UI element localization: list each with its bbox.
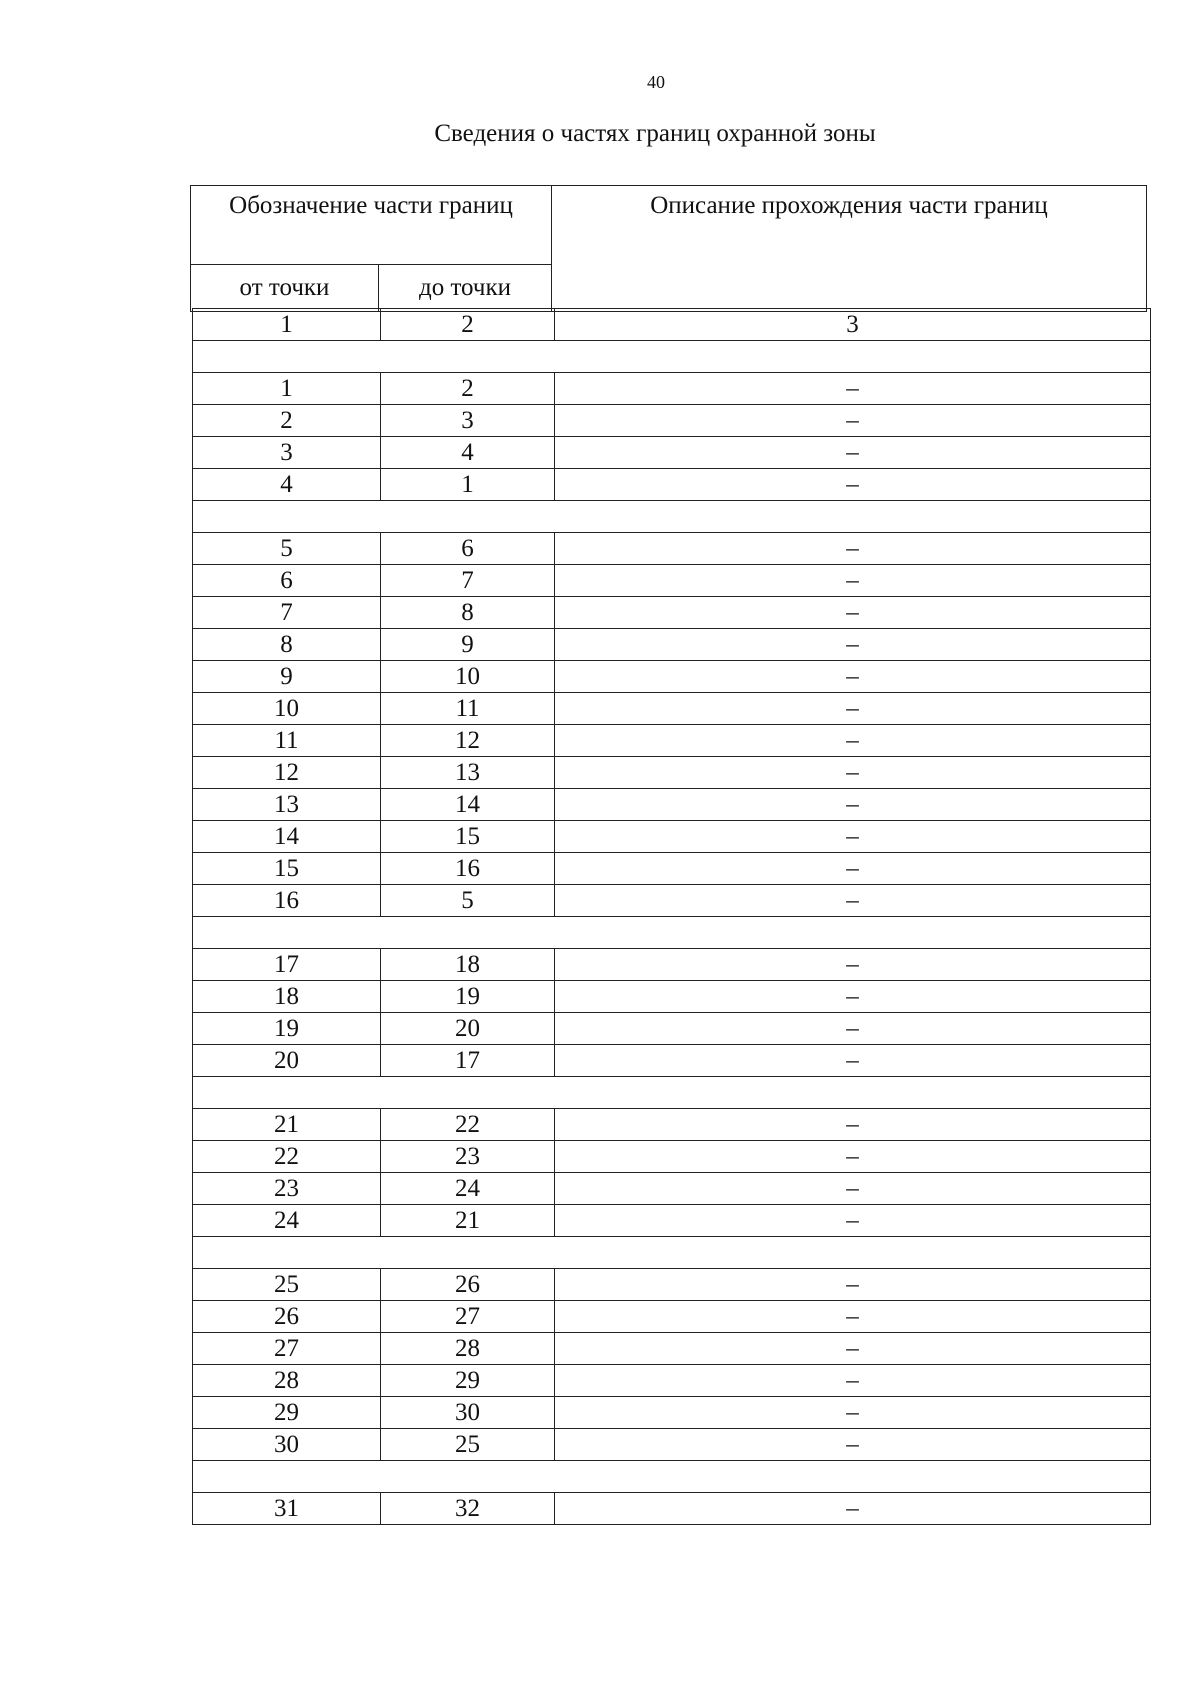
table-row	[193, 629, 1151, 661]
description-cell: –	[555, 1301, 1151, 1333]
description-cell: –	[555, 1333, 1151, 1365]
to-point-cell: 14	[381, 789, 555, 821]
to-point-cell: 24	[381, 1173, 555, 1205]
description-cell: –	[555, 725, 1151, 757]
from-point-cell: 3	[193, 437, 381, 469]
column-number: 2	[381, 309, 555, 341]
table-row	[193, 1429, 1151, 1461]
from-point-cell: 28	[193, 1365, 381, 1397]
boundary-description-header: Описание прохождения части границ	[552, 186, 1147, 312]
from-point-cell: 21	[193, 1109, 381, 1141]
description-cell: –	[555, 1109, 1151, 1141]
to-point-cell: 32	[381, 1493, 555, 1525]
table-row	[193, 1045, 1151, 1077]
to-point-cell: 10	[381, 661, 555, 693]
to-point-cell: 26	[381, 1269, 555, 1301]
description-cell: –	[555, 981, 1151, 1013]
from-point-cell: 1	[193, 373, 381, 405]
to-point-cell: 27	[381, 1301, 555, 1333]
description-cell: –	[555, 1365, 1151, 1397]
table-row	[193, 1141, 1151, 1173]
description-cell: –	[555, 661, 1151, 693]
column-number: 1	[193, 309, 381, 341]
section-separator-cell	[193, 1237, 1151, 1269]
section-separator-cell	[193, 1461, 1151, 1493]
from-point-cell: 25	[193, 1269, 381, 1301]
from-point-cell: 30	[193, 1429, 381, 1461]
from-point-cell: 7	[193, 597, 381, 629]
description-cell: –	[555, 373, 1151, 405]
from-point-cell: 5	[193, 533, 381, 565]
to-point-cell: 22	[381, 1109, 555, 1141]
from-point-cell: 13	[193, 789, 381, 821]
section-separator-cell	[193, 341, 1151, 373]
from-point-cell: 2	[193, 405, 381, 437]
section-separator-cell	[193, 501, 1151, 533]
to-point-cell: 15	[381, 821, 555, 853]
table-row	[193, 1013, 1151, 1045]
page-title: Сведения о частях границ охранной зоны	[434, 120, 876, 147]
description-cell: –	[555, 1493, 1151, 1525]
from-point-cell: 24	[193, 1205, 381, 1237]
table-row	[193, 981, 1151, 1013]
table-row	[193, 661, 1151, 693]
to-point-cell: 17	[381, 1045, 555, 1077]
from-point-header: от точки	[191, 265, 379, 312]
to-point-cell: 11	[381, 693, 555, 725]
table-row	[193, 437, 1151, 469]
from-point-cell: 27	[193, 1333, 381, 1365]
from-point-cell: 9	[193, 661, 381, 693]
description-cell: –	[555, 693, 1151, 725]
description-cell: –	[555, 1141, 1151, 1173]
from-point-cell: 12	[193, 757, 381, 789]
table-row	[193, 789, 1151, 821]
section-separator-row	[193, 917, 1151, 949]
from-point-cell: 19	[193, 1013, 381, 1045]
from-point-cell: 14	[193, 821, 381, 853]
to-point-cell: 28	[381, 1333, 555, 1365]
from-point-cell: 17	[193, 949, 381, 981]
description-cell: –	[555, 565, 1151, 597]
table-row	[193, 597, 1151, 629]
section-separator-row	[193, 341, 1151, 373]
description-cell: –	[555, 533, 1151, 565]
description-cell: –	[555, 821, 1151, 853]
description-cell: –	[555, 1429, 1151, 1461]
table-row	[193, 565, 1151, 597]
to-point-cell: 3	[381, 405, 555, 437]
to-point-cell: 30	[381, 1397, 555, 1429]
to-point-cell: 16	[381, 853, 555, 885]
from-point-cell: 31	[193, 1493, 381, 1525]
description-cell: –	[555, 853, 1151, 885]
table-row	[193, 1365, 1151, 1397]
boundary-designation-header: Обозначение части границ	[191, 186, 552, 265]
from-point-cell: 18	[193, 981, 381, 1013]
description-cell: –	[555, 405, 1151, 437]
boundary-parts-table	[192, 308, 1151, 1525]
table-row	[193, 1205, 1151, 1237]
section-separator-row	[193, 1237, 1151, 1269]
table-row	[193, 373, 1151, 405]
description-cell: –	[555, 757, 1151, 789]
from-point-cell: 11	[193, 725, 381, 757]
table-row	[193, 405, 1151, 437]
to-point-cell: 1	[381, 469, 555, 501]
table-row	[193, 757, 1151, 789]
table-row	[193, 885, 1151, 917]
page-number: 40	[647, 72, 665, 92]
description-cell: –	[555, 789, 1151, 821]
from-point-cell: 26	[193, 1301, 381, 1333]
to-point-cell: 5	[381, 885, 555, 917]
from-point-cell: 22	[193, 1141, 381, 1173]
to-point-cell: 18	[381, 949, 555, 981]
table-row	[193, 1269, 1151, 1301]
from-point-cell: 10	[193, 693, 381, 725]
to-point-cell: 7	[381, 565, 555, 597]
from-point-cell: 29	[193, 1397, 381, 1429]
column-number-row	[193, 309, 1151, 341]
to-point-cell: 4	[381, 437, 555, 469]
table-row	[193, 693, 1151, 725]
to-point-cell: 20	[381, 1013, 555, 1045]
to-point-cell: 9	[381, 629, 555, 661]
table-row	[193, 1333, 1151, 1365]
table-row	[193, 469, 1151, 501]
to-point-cell: 29	[381, 1365, 555, 1397]
to-point-cell: 12	[381, 725, 555, 757]
to-point-cell: 13	[381, 757, 555, 789]
table-row	[193, 725, 1151, 757]
to-point-cell: 21	[381, 1205, 555, 1237]
section-separator-row	[193, 501, 1151, 533]
description-cell: –	[555, 1269, 1151, 1301]
to-point-cell: 25	[381, 1429, 555, 1461]
to-point-cell: 2	[381, 373, 555, 405]
table-row	[193, 853, 1151, 885]
description-cell: –	[555, 885, 1151, 917]
table-row	[193, 1109, 1151, 1141]
section-separator-cell	[193, 917, 1151, 949]
boundary-parts-table-header	[190, 185, 1147, 312]
section-separator-cell	[193, 1077, 1151, 1109]
to-point-header: до точки	[379, 265, 552, 312]
table-row	[193, 1301, 1151, 1333]
description-cell: –	[555, 949, 1151, 981]
from-point-cell: 6	[193, 565, 381, 597]
section-separator-row	[193, 1077, 1151, 1109]
from-point-cell: 23	[193, 1173, 381, 1205]
table-row	[193, 949, 1151, 981]
description-cell: –	[555, 629, 1151, 661]
table-row	[193, 821, 1151, 853]
from-point-cell: 15	[193, 853, 381, 885]
from-point-cell: 20	[193, 1045, 381, 1077]
description-cell: –	[555, 1173, 1151, 1205]
boundary-parts-table-body	[193, 309, 1151, 1525]
table-row	[193, 1173, 1151, 1205]
from-point-cell: 16	[193, 885, 381, 917]
table-row	[193, 1397, 1151, 1429]
section-separator-row	[193, 1461, 1151, 1493]
table-row	[193, 533, 1151, 565]
to-point-cell: 8	[381, 597, 555, 629]
description-cell: –	[555, 1397, 1151, 1429]
to-point-cell: 23	[381, 1141, 555, 1173]
from-point-cell: 4	[193, 469, 381, 501]
description-cell: –	[555, 469, 1151, 501]
column-number: 3	[555, 309, 1151, 341]
table-row	[193, 1493, 1151, 1525]
to-point-cell: 19	[381, 981, 555, 1013]
from-point-cell: 8	[193, 629, 381, 661]
description-cell: –	[555, 437, 1151, 469]
description-cell: –	[555, 1205, 1151, 1237]
description-cell: –	[555, 597, 1151, 629]
description-cell: –	[555, 1013, 1151, 1045]
to-point-cell: 6	[381, 533, 555, 565]
description-cell: –	[555, 1045, 1151, 1077]
